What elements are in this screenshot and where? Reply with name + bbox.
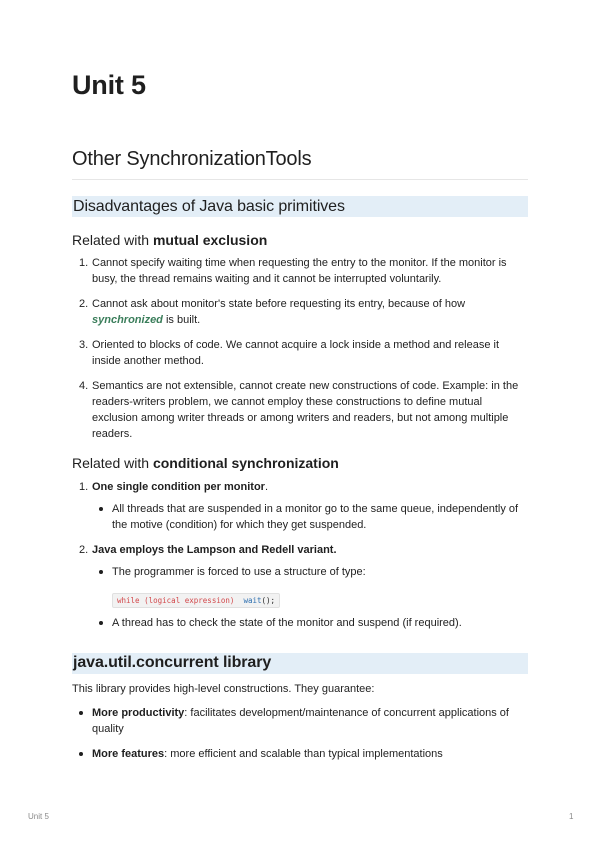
list-item xyxy=(72,746,528,762)
subtitle-divider xyxy=(72,179,528,180)
subheading-bold: mutual exclusion xyxy=(152,232,268,248)
sub-list-item xyxy=(92,501,528,533)
section-heading-concurrent-library: java.util.concurrent library xyxy=(73,654,272,671)
list-bold-text: Java employs the Lampson and Redell variant. xyxy=(92,544,337,556)
list-text: Cannot specify waiting time when requesting the entry to the monitor. If the monitor is busy, the thread remains waiting and it cannot be interrupted voluntarily. xyxy=(92,257,507,285)
code-punctuation: (); xyxy=(261,596,276,605)
page-title: Unit 5 xyxy=(72,70,146,100)
sub-list-item xyxy=(92,564,528,580)
bullet-icon xyxy=(79,711,83,715)
bullet-icon xyxy=(99,570,103,574)
subheading-conditional-sync xyxy=(72,455,339,471)
list-text: : more efficient and scalable than typical implementations xyxy=(164,748,443,760)
list-text: The programmer is forced to use a structure of type: xyxy=(112,566,366,578)
conditional-sync-list xyxy=(72,479,528,640)
list-text: Semantics are not extensible, cannot create new constructions of code. Example: in the readers-writers problem, we cannot employ these constructions to define mutual exclusion among writer threads or among writers and readers, but not among multiple readers. xyxy=(92,380,519,440)
list-number: 3. xyxy=(79,339,89,351)
bullet-icon xyxy=(79,752,83,756)
list-item xyxy=(72,255,528,287)
list-item xyxy=(72,378,528,442)
sub-list-item xyxy=(92,615,528,631)
list-text: All threads that are suspended in a monitor go to the same queue, independently of the motive (condition) for which they get suspended. xyxy=(112,503,519,531)
list-number: 2. xyxy=(79,544,89,556)
subheading-prefix: Related with xyxy=(72,455,153,471)
list-number: 1. xyxy=(79,481,89,493)
synchronized-keyword: synchronized xyxy=(92,314,163,326)
subheading-bold: conditional synchronization xyxy=(152,455,339,471)
code-keyword: while (logical expression) xyxy=(117,596,235,605)
bullet-icon xyxy=(99,507,103,511)
list-bold-text: One single condition per monitor xyxy=(92,481,265,493)
list-number: 2. xyxy=(79,298,89,310)
bullet-icon xyxy=(99,621,103,625)
list-item xyxy=(72,705,528,737)
code-line xyxy=(92,592,528,608)
list-text: Oriented to blocks of code. We cannot acquire a lock inside a method and release it inside another method. xyxy=(92,339,500,367)
mutual-exclusion-list xyxy=(72,255,528,451)
list-text: is built. xyxy=(162,314,201,326)
list-number: 4. xyxy=(79,380,89,392)
list-item xyxy=(72,479,528,533)
subheading-prefix: Related with xyxy=(72,232,153,248)
page-subtitle: Other SynchronizationTools xyxy=(72,148,312,170)
code-function: wait xyxy=(243,596,262,605)
library-bullet-list xyxy=(72,705,528,771)
list-item xyxy=(72,337,528,369)
footer-title: Unit 5 xyxy=(28,812,49,821)
list-bold-text: More features xyxy=(92,748,165,760)
footer-page-number: 1 xyxy=(569,812,574,821)
list-text: . xyxy=(264,481,269,493)
list-text: A thread has to check the state of the monitor and suspend (if required). xyxy=(112,617,462,629)
library-intro: This library provides high-level constructions. They guarantee: xyxy=(72,683,375,695)
code-snippet xyxy=(112,593,280,608)
section-heading-disadvantages: Disadvantages of Java basic primitives xyxy=(73,198,345,215)
list-number: 1. xyxy=(79,257,89,269)
list-bold-text: More productivity xyxy=(92,707,185,719)
list-item xyxy=(72,296,528,328)
list-text: : facilitates development/maintenance of concurrent applications of quality xyxy=(92,707,509,735)
subheading-mutual-exclusion xyxy=(72,232,267,248)
list-text: Cannot ask about monitor's state before requesting its entry, because of how xyxy=(92,298,466,310)
list-item xyxy=(72,542,528,631)
